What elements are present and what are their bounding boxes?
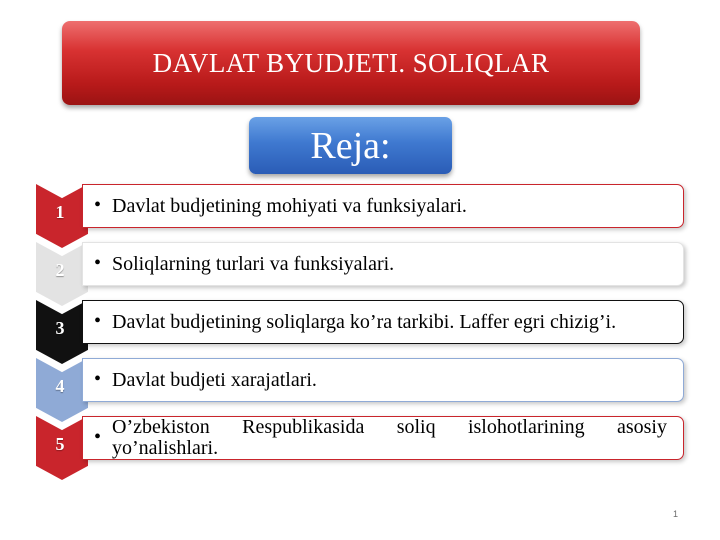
bullet-icon: •: [94, 252, 102, 274]
bullet-icon: •: [94, 310, 102, 332]
item-text-5: O’zbekiston Respublikasida soliq islohotlarining asosiy yo’nalishlari.: [112, 416, 667, 459]
slide-subtitle: Reja:: [310, 124, 391, 167]
item-number-1: 1: [55, 202, 65, 222]
subtitle-banner: [249, 117, 452, 174]
item-number-2: 2: [55, 260, 65, 280]
item-box-1: [82, 184, 684, 228]
title-banner: [62, 21, 640, 105]
item-box-3: [82, 300, 684, 344]
bullet-icon: •: [94, 368, 102, 390]
item-text-1: Davlat budjetining mohiyati va funksiyalari.: [112, 194, 467, 217]
bullet-icon: •: [94, 426, 102, 448]
list-item-4: [0, 358, 720, 416]
item-number-3: 3: [55, 318, 65, 338]
list-item-2: [0, 242, 720, 300]
item-text-2: Soliqlarning turlari va funksiyalari.: [112, 252, 395, 275]
page-number: 1: [672, 509, 678, 519]
slide-title: DAVLAT BYUDJETI. SOLIQLAR: [152, 47, 550, 78]
list-item-5: [0, 416, 720, 474]
bullet-icon: •: [94, 194, 102, 216]
list-item-1: [0, 184, 720, 242]
item-number-5: 5: [55, 434, 65, 454]
item-number-4: 4: [55, 376, 65, 396]
item-text-3: Davlat budjetining soliqlarga ko’ra tarkibi. Laffer egri chizig’i.: [112, 310, 617, 333]
item-text-4: Davlat budjeti xarajatlari.: [112, 368, 317, 391]
item-box-2: [82, 242, 684, 286]
list-item-3: [0, 300, 720, 358]
item-box-4: [82, 358, 684, 402]
item-box-5: [82, 416, 684, 460]
